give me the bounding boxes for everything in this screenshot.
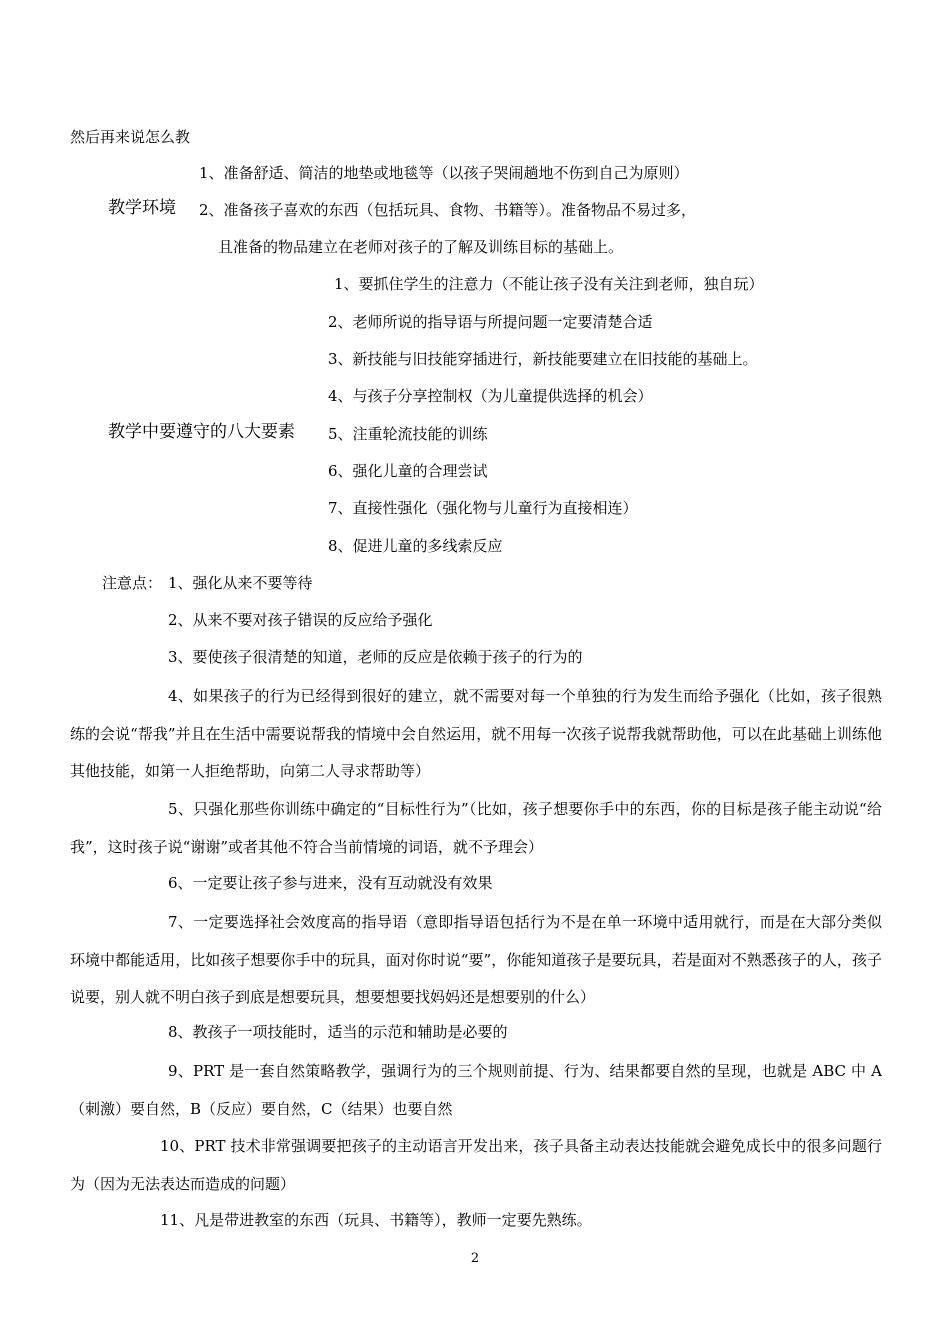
- note-3: 3、要使孩子很清楚的知道，老师的反应是依赖于孩子的行为的: [168, 648, 583, 666]
- note-10: 10、PRT 技术非常强调要把孩子的主动语言开发出来，孩子具备主动表达技能就会避免成长中的很多问题行为（因为无法表达而造成的问题）: [70, 1137, 882, 1193]
- note-6: 6、一定要让孩子参与进来，没有互动就没有效果: [168, 874, 493, 892]
- note-11: 11、凡是带进教室的东西（玩具、书籍等），教师一定要先熟练。: [160, 1211, 592, 1229]
- element-item-8: 8、促进儿童的多线索反应: [328, 537, 503, 555]
- elements-label: 教学中要遵守的八大要素: [108, 422, 295, 442]
- note-1: 1、强化从来不要等待: [168, 574, 313, 592]
- note-4: 4、如果孩子的行为已经得到很好的建立，就不需要对每一个单独的行为发生而给予强化（比如，孩子很熟练的会说“帮我”并且在生活中需要说帮我的情境中会自然运用，就不用每一次孩子说帮我就帮助他，可以在此基础上训练他其他技能，如第一人拒绝帮助，向第二人寻求帮助等）: [70, 687, 882, 780]
- env-label: 教学环境: [108, 198, 176, 218]
- intro-line: 然后再来说怎么教: [70, 128, 191, 146]
- notes-label: 注意点：: [102, 574, 163, 592]
- note-2: 2、从来不要对孩子错误的反应给予强化: [168, 611, 433, 629]
- element-item-5: 5、注重轮流技能的训练: [328, 425, 488, 443]
- note-7: 7、一定要选择社会效度高的指导语（意即指导语包括行为不是在单一环境中适用就行，而是在大部分类似环境中都能适用，比如孩子想要你手中的玩具，面对你时说“要”，你能知道孩子是要玩具，若是面对不熟悉孩子的人，孩子说要，别人就不明白孩子到底是想要玩具，想要想要找妈妈还是想要别的什么）: [70, 913, 882, 1006]
- page-number: 2: [470, 1251, 480, 1266]
- element-item-6: 6、强化儿童的合理尝试: [328, 462, 488, 480]
- element-item-1: 1、要抓住学生的注意力（不能让孩子没有关注到老师，独自玩）: [334, 275, 764, 293]
- element-item-2: 2、老师所说的指导语与所提问题一定要清楚合适: [328, 313, 653, 331]
- env-item-2: 2、准备孩子喜欢的东西（包括玩具、食物、书籍等）。准备物品不易过多，: [199, 201, 697, 219]
- env-item-1: 1、准备舒适、简洁的地垫或地毯等（以孩子哭闹趟地不伤到自己为原则）: [199, 164, 689, 182]
- element-item-4: 4、与孩子分享控制权（为儿童提供选择的机会）: [328, 387, 653, 405]
- element-item-7: 7、直接性强化（强化物与儿童行为直接相连）: [328, 499, 638, 517]
- note-5: 5、只强化那些你训练中确定的“目标性行为”（比如，孩子想要你手中的东西，你的目标是孩子能主动说“给我”，这时孩子说“谢谢”或者其他不符合当前情境的词语，就不予理会）: [70, 800, 882, 856]
- env-item-2-continued: 且准备的物品建立在老师对孩子的了解及训练目标的基础上。: [218, 238, 624, 256]
- note-9: 9、PRT 是一套自然策略教学，强调行为的三个规则前提、行为、结果都要自然的呈现，也就是 ABC 中 A（刺激）要自然，B（反应）要自然，C（结果）也要自然: [70, 1062, 882, 1118]
- element-item-3: 3、新技能与旧技能穿插进行，新技能要建立在旧技能的基础上。: [328, 350, 758, 368]
- note-8: 8、教孩子一项技能时，适当的示范和辅助是必要的: [168, 1023, 508, 1041]
